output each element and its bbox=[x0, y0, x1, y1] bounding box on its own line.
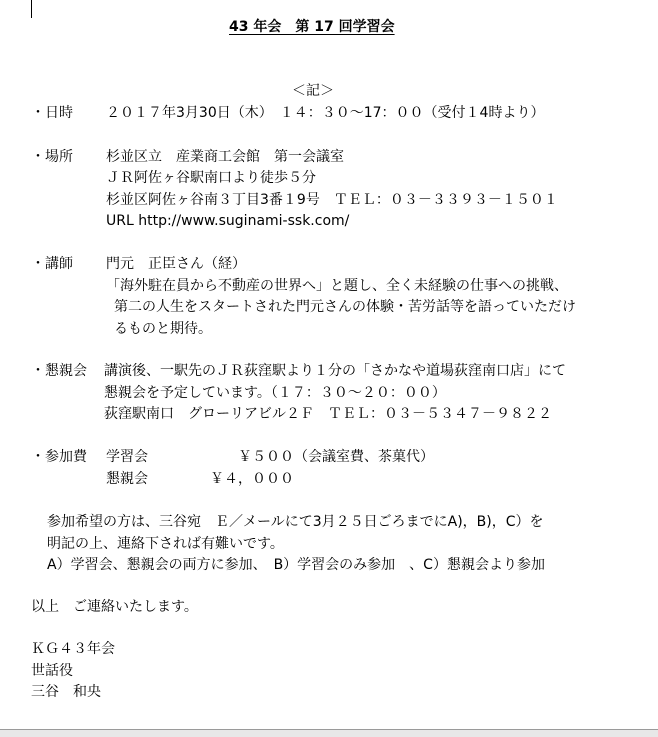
fee-party-value: ￥４，０００ bbox=[210, 471, 294, 487]
signature-group: ＫＧ４３年会 bbox=[31, 641, 115, 657]
place-line: 杉並区阿佐ヶ谷南３丁目3番１9号 ＴＥＬ：０３－３３９３－１５０１ bbox=[106, 192, 558, 208]
page-bottom-shade bbox=[0, 730, 658, 737]
date-label: ・日時 bbox=[31, 105, 73, 121]
party-line: 講演後、一駅先のＪＲ荻窪駅より１分の「さかなや道場荻窪南口店」にて bbox=[104, 363, 566, 379]
document-title: 43 年会 第 17 回学習会 bbox=[229, 19, 395, 35]
date-value: ２０１７年3月30日（木） １４：３０～17：００（受付１4時より） bbox=[106, 105, 545, 121]
lecturer-line: るものと期待。 bbox=[114, 321, 212, 337]
fee-label: ・参加費 bbox=[31, 449, 87, 465]
party-line: 懇親会を予定しています。（１７：３０～２０：００） bbox=[104, 385, 446, 401]
fee-party-label: 懇親会 bbox=[106, 471, 148, 487]
party-line: 荻窪駅南口 グローリアビル２Ｆ ＴＥＬ：０３－５３４７－９８２２ bbox=[104, 406, 552, 422]
request-line: 参加希望の方は、三谷宛 Ｅ／メールにて3月２５日ごろまでにA)，B)，C）を bbox=[47, 514, 544, 530]
lecturer-line: 「海外駐在員から不動産の世界へ」と題し、全く未経験の仕事への挑戦、 bbox=[106, 278, 568, 294]
fee-study-label: 学習会 bbox=[106, 449, 148, 465]
party-label: ・懇親会 bbox=[31, 363, 87, 379]
place-line: 杉並区立 産業商工会館 第一会議室 bbox=[106, 149, 344, 165]
text-cursor bbox=[31, 0, 32, 18]
signature-name: 三谷 和央 bbox=[31, 684, 101, 700]
place-label: ・場所 bbox=[31, 149, 73, 165]
lecturer-name: 門元 正臣さん（経） bbox=[106, 256, 246, 272]
place-line: ＪＲ阿佐ヶ谷駅南口より徒歩５分 bbox=[106, 170, 316, 186]
signature-role: 世話役 bbox=[31, 663, 73, 679]
lecturer-line: 第二の人生をスタートされた門元さんの体験・苦労話等を語っていただけ bbox=[114, 299, 576, 315]
ki-marker: ＜記＞ bbox=[292, 83, 334, 99]
fee-study-value: ￥５００（会議室費、茶菓代） bbox=[238, 449, 434, 465]
lecturer-label: ・講師 bbox=[31, 256, 73, 272]
closing-text: 以上 ご連絡いたします。 bbox=[31, 599, 198, 615]
place-url: URL http://www.suginami-ssk.com/ bbox=[106, 213, 350, 229]
request-options: A）学習会、懇親会の両方に参加、 B）学習会のみ参加 、C）懇親会より参加 bbox=[47, 557, 545, 573]
request-line: 明記の上、連絡下されば有難いです。 bbox=[47, 536, 284, 552]
